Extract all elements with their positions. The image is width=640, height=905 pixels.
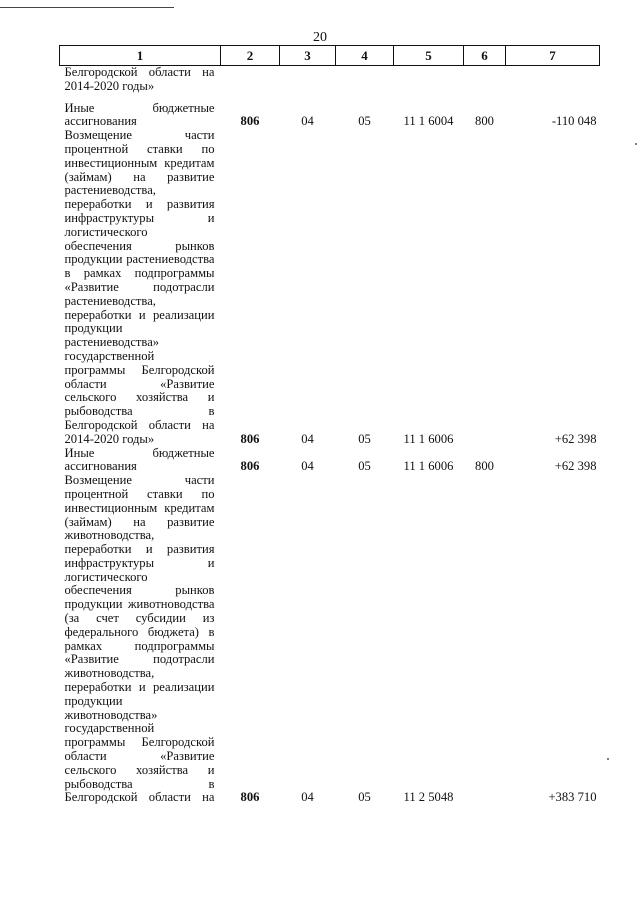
description-line: сельского хозяйства и [64, 762, 215, 777]
description-line: (займам) на развитие [64, 169, 215, 184]
description-line: программы Белгородской [64, 735, 215, 750]
description-line: 2014-2020 годы» [64, 431, 155, 446]
description-line: переработки и реализации [64, 307, 215, 322]
description-line: процентной ставки по [64, 141, 215, 156]
description-line: логистического [64, 569, 148, 584]
description-line: животноводства» [64, 707, 158, 722]
page-number: 20 [313, 30, 327, 45]
amount-cell: +62 398 [554, 459, 597, 474]
description-line: инвестиционным кредитам [64, 500, 215, 515]
code-cell: 806 [240, 790, 260, 805]
description-line: «Развитие подотрасли [64, 279, 215, 294]
table-header [60, 46, 600, 66]
amount-cell [506, 66, 600, 102]
description-cell [60, 66, 221, 102]
subsection-cell [336, 66, 394, 102]
description-line: продукции растениеводства [64, 252, 215, 267]
header-col-2: 2 [221, 46, 280, 66]
expense-type-cell: 800 [475, 459, 494, 474]
code-cell [221, 66, 280, 102]
header-row [60, 46, 600, 66]
description-line: 2014-2020 годы» [64, 78, 155, 93]
description-cell [60, 447, 221, 475]
expense-type-cell [464, 66, 506, 102]
subsection-cell: 05 [358, 459, 371, 474]
amount-cell: +383 710 [548, 790, 597, 805]
description-line: области «Развитие [64, 749, 215, 764]
section-cell: 04 [301, 459, 314, 474]
description-line: переработки и развития [64, 197, 215, 212]
description-line: продукции животноводства [64, 597, 215, 612]
description-line: процентной ставки по [64, 486, 215, 501]
description-line: рыбоводства в [64, 404, 215, 419]
expense-type-cell: 800 [475, 114, 494, 129]
expense-type-cell [464, 129, 506, 446]
description-line: Иные бюджетные [64, 445, 215, 460]
description-line: программы Белгородской [64, 362, 215, 377]
section-cell: 04 [301, 431, 314, 446]
target-cell: 11 1 6006 [403, 459, 454, 474]
section-cell: 04 [301, 790, 314, 805]
description-line: логистического [64, 224, 148, 239]
description-line: животноводства, [64, 528, 155, 543]
code-cell: 806 [240, 459, 260, 474]
description-line: федерального бюджета) в [64, 624, 215, 639]
description-line: Возмещение части [64, 128, 215, 143]
description-line: обеспечения рынков [64, 583, 215, 598]
description-line: Белгородской области на [64, 790, 215, 805]
table-row [60, 66, 600, 102]
top-rule [0, 7, 174, 8]
table-row [60, 447, 600, 475]
description-line: Иные бюджетные [64, 100, 215, 115]
target-cell: 11 2 5048 [403, 790, 454, 805]
section-cell [280, 66, 336, 102]
description-line: Белгородской области на [64, 65, 215, 79]
header-col-1: 1 [60, 46, 221, 66]
header-col-3: 3 [280, 46, 336, 66]
target-cell: 11 1 6004 [403, 114, 454, 129]
description-line: (займам) на развитие [64, 514, 215, 529]
scan-speck [607, 758, 609, 760]
description-line: продукции [64, 693, 123, 708]
header-col-4: 4 [336, 46, 394, 66]
description-line: ассигнования [64, 114, 137, 129]
description-line: переработки и реализации [64, 680, 215, 695]
description-cell [60, 474, 221, 805]
description-line: растениеводства, [64, 183, 156, 198]
header-col-5: 5 [394, 46, 464, 66]
header-col-6: 6 [464, 46, 506, 66]
amount-cell: +62 398 [554, 431, 597, 446]
description-line: животноводства, [64, 666, 155, 681]
description-line: «Развитие подотрасли [64, 652, 215, 667]
target-cell: 11 1 6006 [403, 431, 454, 446]
table-row [60, 474, 600, 805]
description-line: растениеводства, [64, 293, 156, 308]
description-line: растениеводства» [64, 335, 160, 350]
description-line: переработки и развития [64, 542, 215, 557]
description-line: (за счет субсидии из [64, 611, 215, 626]
subsection-cell: 05 [358, 431, 371, 446]
subsection-cell: 05 [358, 114, 371, 129]
description-line: государственной [64, 348, 155, 363]
description-cell [60, 129, 221, 446]
description-line: в рамках подпрограммы [64, 266, 215, 281]
amount-cell: -110 048 [551, 114, 597, 129]
description-line: инвестиционным кредитам [64, 155, 215, 170]
description-line: инфраструктуры и [64, 210, 215, 225]
code-cell: 806 [240, 114, 260, 129]
table-row [60, 129, 600, 446]
code-cell: 806 [240, 431, 260, 446]
target-cell [394, 66, 464, 102]
description-line: сельского хозяйства и [64, 390, 215, 405]
description-line: Белгородской области на [64, 417, 215, 432]
budget-table [59, 45, 600, 805]
description-line: ассигнования [64, 459, 137, 474]
description-line: обеспечения рынков [64, 238, 215, 253]
subsection-cell: 05 [358, 790, 371, 805]
description-line: продукции [64, 321, 123, 336]
table-row [60, 102, 600, 130]
section-cell: 04 [301, 114, 314, 129]
description-line: Возмещение части [64, 473, 215, 488]
description-line: области «Развитие [64, 376, 215, 391]
description-line: государственной [64, 721, 155, 736]
description-line: инфраструктуры и [64, 555, 215, 570]
description-line: рыбоводства в [64, 776, 215, 791]
header-col-7: 7 [506, 46, 600, 66]
description-cell [60, 102, 221, 130]
expense-type-cell [464, 474, 506, 805]
scan-speck [635, 143, 637, 145]
table-body [60, 66, 600, 806]
description-line: рамках подпрограммы [64, 638, 215, 653]
